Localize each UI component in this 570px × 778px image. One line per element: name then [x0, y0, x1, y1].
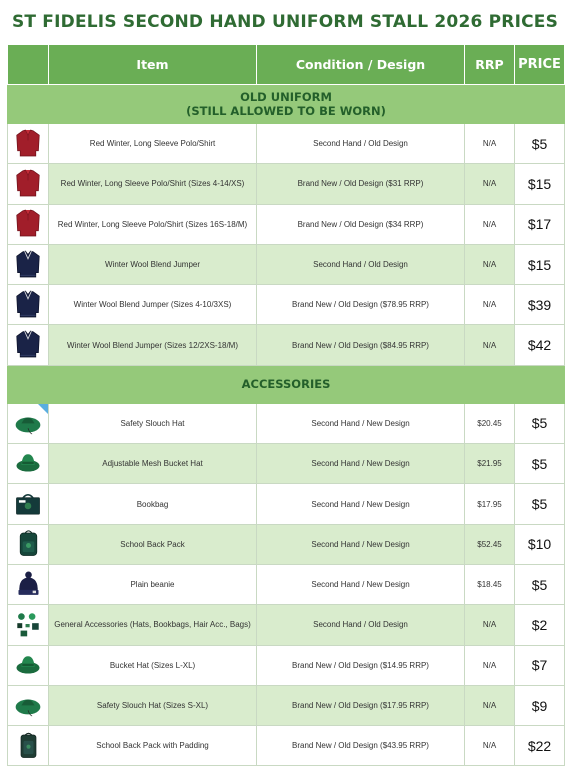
bucket-hat-icon: [8, 450, 48, 477]
item-name-cell: Red Winter, Long Sleeve Polo/Shirt (Sizes 4-14/XS): [49, 164, 257, 204]
price-table: [7, 44, 565, 766]
item-image-cell: [8, 685, 49, 725]
item-name-cell: Plain beanie: [49, 564, 257, 604]
rrp-cell: N/A: [465, 685, 515, 725]
condition-cell: Second Hand / New Design: [257, 444, 465, 484]
rrp-cell: $17.95: [465, 484, 515, 524]
rrp-cell: N/A: [465, 244, 515, 284]
rrp-cell: $18.45: [465, 564, 515, 604]
item-name-cell: Winter Wool Blend Jumper (Sizes 12/2XS-18/M): [49, 325, 257, 365]
price-cell: $39: [515, 285, 565, 325]
condition-cell: Second Hand / New Design: [257, 484, 465, 524]
table-row: [8, 484, 565, 524]
red-polo-icon: [8, 128, 48, 160]
item-name-cell: Safety Slouch Hat: [49, 403, 257, 443]
item-name-cell: Winter Wool Blend Jumper (Sizes 4-10/3XS): [49, 285, 257, 325]
rrp-cell: N/A: [465, 164, 515, 204]
item-image-cell: [8, 645, 49, 685]
item-image-cell: [8, 726, 49, 766]
beanie-icon: [8, 569, 48, 601]
price-cell: $15: [515, 244, 565, 284]
rrp-cell: N/A: [465, 124, 515, 164]
item-name-cell: Safety Slouch Hat (Sizes S-XL): [49, 685, 257, 725]
rrp-cell: N/A: [465, 204, 515, 244]
item-image-cell: [8, 484, 49, 524]
table-row: [8, 124, 565, 164]
condition-cell: Brand New / Old Design ($31 RRP): [257, 164, 465, 204]
item-image-cell: [8, 124, 49, 164]
table-body: [8, 85, 565, 766]
backpack-icon: [8, 528, 48, 560]
price-cell: $5: [515, 444, 565, 484]
condition-cell: Brand New / Old Design ($78.95 RRP): [257, 285, 465, 325]
table-row: [8, 325, 565, 365]
header-price: PRICE: [515, 45, 565, 85]
price-cell: $5: [515, 403, 565, 443]
price-cell: $5: [515, 124, 565, 164]
condition-cell: Second Hand / Old Design: [257, 124, 465, 164]
bookbag-icon: [8, 491, 48, 518]
rrp-cell: $52.45: [465, 524, 515, 564]
table-row: [8, 645, 565, 685]
item-image-cell: [8, 164, 49, 204]
item-name-cell: Bucket Hat (Sizes L-XL): [49, 645, 257, 685]
price-cell: $17: [515, 204, 565, 244]
item-image-cell: [8, 244, 49, 284]
header-item: Item: [49, 45, 257, 85]
item-image-cell: [8, 325, 49, 365]
section-heading-line1: ACCESSORIES: [241, 377, 331, 392]
bucket-hat-icon: [8, 652, 48, 679]
price-cell: $10: [515, 524, 565, 564]
condition-cell: Brand New / Old Design ($17.95 RRP): [257, 685, 465, 725]
item-name-cell: Red Winter, Long Sleeve Polo/Shirt (Sizes 16S-18/M): [49, 204, 257, 244]
price-cell: $7: [515, 645, 565, 685]
item-name-cell: Adjustable Mesh Bucket Hat: [49, 444, 257, 484]
condition-cell: Second Hand / Old Design: [257, 605, 465, 645]
item-image-cell: [8, 444, 49, 484]
table-row: [8, 164, 565, 204]
rrp-cell: N/A: [465, 645, 515, 685]
header-image-cell: [8, 45, 49, 85]
rrp-cell: N/A: [465, 285, 515, 325]
rrp-cell: $21.95: [465, 444, 515, 484]
red-polo-icon: [8, 208, 48, 240]
table-row: [8, 685, 565, 725]
slouch-hat-icon: [8, 410, 48, 437]
price-cell: $5: [515, 564, 565, 604]
table-row: [8, 726, 565, 766]
price-cell: $42: [515, 325, 565, 365]
item-name-cell: General Accessories (Hats, Bookbags, Hair Acc., Bags): [49, 605, 257, 645]
table-row: [8, 444, 565, 484]
item-image-cell: [8, 285, 49, 325]
condition-cell: Second Hand / New Design: [257, 403, 465, 443]
rrp-cell: N/A: [465, 325, 515, 365]
accessories-icon: [8, 610, 48, 640]
item-name-cell: School Back Pack with Padding: [49, 726, 257, 766]
section-heading-row: [8, 365, 565, 403]
rrp-cell: N/A: [465, 605, 515, 645]
section-heading-row: [8, 85, 565, 124]
item-name-cell: School Back Pack: [49, 524, 257, 564]
navy-jumper-icon: [8, 329, 48, 361]
page-title: ST FIDELIS SECOND HAND UNIFORM STALL 2026 PRICES: [11, 12, 559, 32]
item-image-cell: [8, 403, 49, 443]
condition-cell: Brand New / Old Design ($34 RRP): [257, 204, 465, 244]
item-image-cell: [8, 204, 49, 244]
price-cell: $2: [515, 605, 565, 645]
padded-backpack-icon: [8, 730, 48, 762]
condition-cell: Brand New / Old Design ($84.95 RRP): [257, 325, 465, 365]
item-image-cell: [8, 524, 49, 564]
item-name-cell: Bookbag: [49, 484, 257, 524]
section-heading-line1: OLD UNIFORM: [240, 90, 332, 104]
table-row: [8, 204, 565, 244]
navy-jumper-icon: [8, 249, 48, 281]
header-condition: Condition / Design: [257, 45, 465, 85]
condition-cell: Brand New / Old Design ($43.95 RRP): [257, 726, 465, 766]
table-row: [8, 564, 565, 604]
item-name-cell: Red Winter, Long Sleeve Polo/Shirt: [49, 124, 257, 164]
rrp-cell: N/A: [465, 726, 515, 766]
price-cell: $9: [515, 685, 565, 725]
price-cell: $22: [515, 726, 565, 766]
section-heading-line2: (STILL ALLOWED TO BE WORN): [186, 104, 386, 118]
price-cell: $5: [515, 484, 565, 524]
item-image-cell: [8, 564, 49, 604]
slouch-hat-icon: [8, 692, 48, 719]
table-row: [8, 605, 565, 645]
condition-cell: Second Hand / New Design: [257, 564, 465, 604]
condition-cell: Brand New / Old Design ($14.95 RRP): [257, 645, 465, 685]
item-image-cell: [8, 605, 49, 645]
red-polo-icon: [8, 168, 48, 200]
condition-cell: Second Hand / Old Design: [257, 244, 465, 284]
table-row: [8, 285, 565, 325]
section-heading: [8, 85, 565, 124]
header-rrp: RRP: [465, 45, 515, 85]
item-name-cell: Winter Wool Blend Jumper: [49, 244, 257, 284]
table-row: [8, 403, 565, 443]
table-row: [8, 524, 565, 564]
table-row: [8, 244, 565, 284]
section-heading: [8, 365, 565, 403]
price-cell: $15: [515, 164, 565, 204]
condition-cell: Second Hand / New Design: [257, 524, 465, 564]
rrp-cell: $20.45: [465, 403, 515, 443]
navy-jumper-icon: [8, 289, 48, 321]
table-header-row: [8, 45, 565, 85]
